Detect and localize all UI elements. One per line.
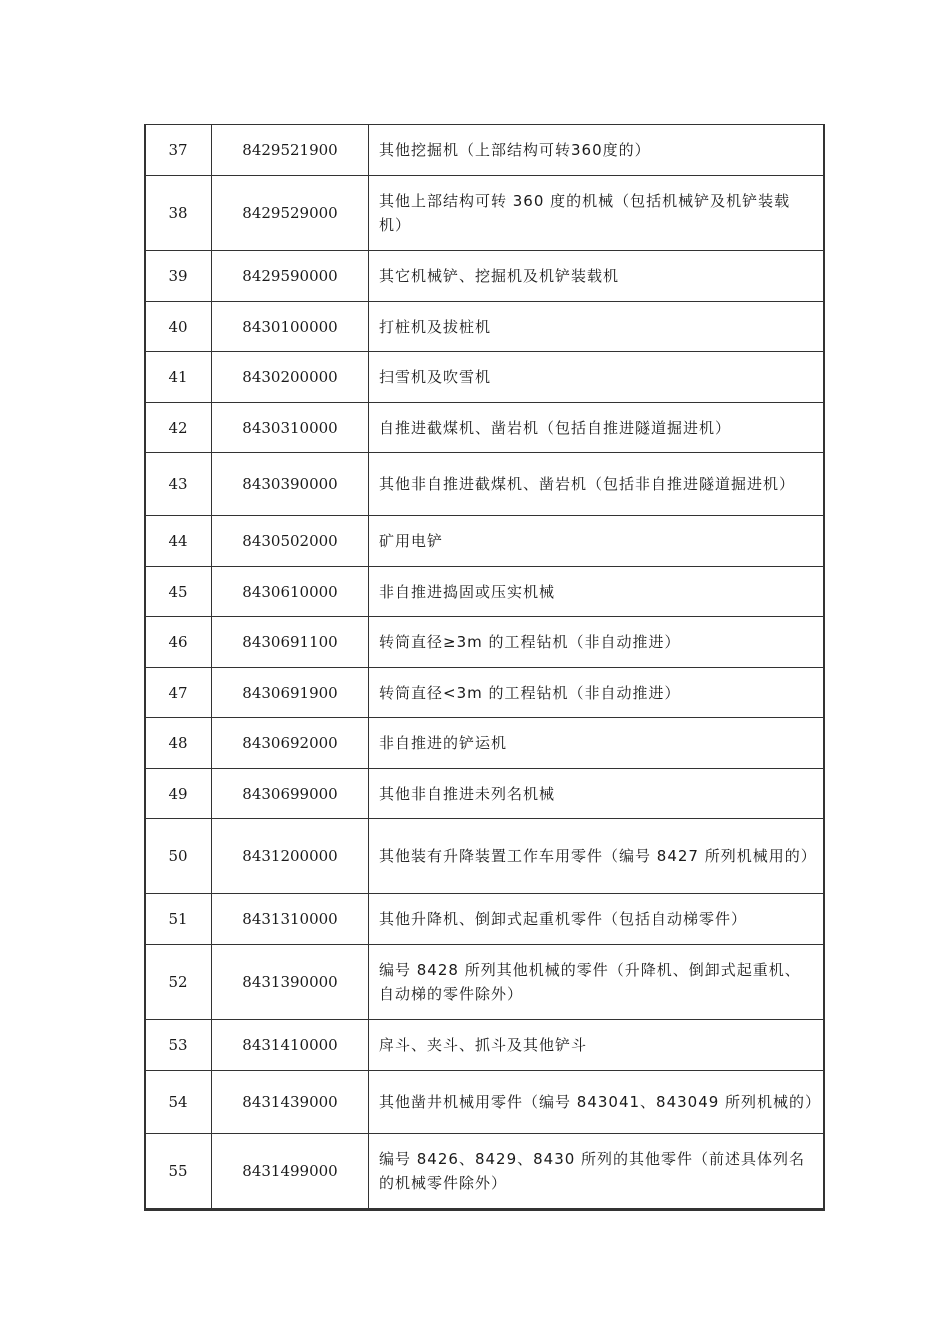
table-row (145, 251, 825, 302)
item-description: 转筒直径≥3m 的工程钻机（非自动推进） (369, 617, 825, 668)
row-number: 54 (145, 1071, 212, 1134)
row-number: 53 (145, 1020, 212, 1071)
item-description: 其他非自推进未列名机械 (369, 769, 825, 819)
table-row (145, 453, 825, 516)
table-row (145, 617, 825, 668)
hs-code: 8431410000 (212, 1020, 369, 1071)
item-description: 非自推进捣固或压实机械 (369, 567, 825, 617)
table-row (145, 403, 825, 453)
item-description: 非自推进的铲运机 (369, 718, 825, 769)
table-row (145, 302, 825, 352)
hs-code: 8430699000 (212, 769, 369, 819)
hs-code: 8430692000 (212, 718, 369, 769)
row-number: 40 (145, 302, 212, 352)
row-number: 50 (145, 819, 212, 894)
table-row (145, 819, 825, 894)
table-bottom-border (144, 1209, 825, 1211)
hs-code: 8430691100 (212, 617, 369, 668)
table-row (145, 352, 825, 403)
row-number: 48 (145, 718, 212, 769)
item-description: 其他非自推进截煤机、凿岩机（包括非自推进隧道掘进机） (369, 453, 825, 516)
row-number: 55 (145, 1134, 212, 1209)
item-description: 矿用电铲 (369, 516, 825, 567)
hs-code: 8430310000 (212, 403, 369, 453)
hs-code: 8429590000 (212, 251, 369, 302)
row-number: 49 (145, 769, 212, 819)
table-row (145, 125, 825, 176)
hs-code: 8429521900 (212, 125, 369, 176)
row-number: 39 (145, 251, 212, 302)
tariff-table (144, 124, 825, 1209)
table-row (145, 668, 825, 718)
hs-code: 8430390000 (212, 453, 369, 516)
item-description: 打桩机及拔桩机 (369, 302, 825, 352)
item-description: 其他上部结构可转 360 度的机械（包括机械铲及机铲装载机） (369, 176, 825, 251)
hs-code: 8431390000 (212, 945, 369, 1020)
item-description: 编号 8428 所列其他机械的零件（升降机、倒卸式起重机、自动梯的零件除外） (369, 945, 825, 1020)
hs-code: 8431200000 (212, 819, 369, 894)
row-number: 37 (145, 125, 212, 176)
item-description: 其他升降机、倒卸式起重机零件（包括自动梯零件） (369, 894, 825, 945)
item-description: 其他装有升降装置工作车用零件（编号 8427 所列机械用的） (369, 819, 825, 894)
table-row (145, 945, 825, 1020)
table-row (145, 567, 825, 617)
row-number: 51 (145, 894, 212, 945)
hs-code: 8431499000 (212, 1134, 369, 1209)
hs-code: 8430200000 (212, 352, 369, 403)
table-row (145, 1071, 825, 1134)
row-number: 42 (145, 403, 212, 453)
table-row (145, 769, 825, 819)
row-number: 38 (145, 176, 212, 251)
table-row (145, 1134, 825, 1209)
item-description: 其他挖掘机（上部结构可转360度的） (369, 125, 825, 176)
hs-code: 8429529000 (212, 176, 369, 251)
item-description: 转筒直径<3m 的工程钻机（非自动推进） (369, 668, 825, 718)
table-row (145, 516, 825, 567)
table-row (145, 718, 825, 769)
item-description: 扫雪机及吹雪机 (369, 352, 825, 403)
row-number: 46 (145, 617, 212, 668)
row-number: 44 (145, 516, 212, 567)
table-right-border (823, 124, 825, 1211)
row-number: 52 (145, 945, 212, 1020)
row-number: 43 (145, 453, 212, 516)
hs-code: 8430610000 (212, 567, 369, 617)
table-row (145, 894, 825, 945)
table-left-border (144, 124, 146, 1211)
item-description: 自推进截煤机、凿岩机（包括自推进隧道掘进机） (369, 403, 825, 453)
hs-code: 8431310000 (212, 894, 369, 945)
item-description: 编号 8426、8429、8430 所列的其他零件（前述具体列名的机械零件除外） (369, 1134, 825, 1209)
table-row (145, 1020, 825, 1071)
row-number: 41 (145, 352, 212, 403)
hs-code: 8430100000 (212, 302, 369, 352)
hs-code: 8430691900 (212, 668, 369, 718)
item-description: 戽斗、夹斗、抓斗及其他铲斗 (369, 1020, 825, 1071)
row-number: 45 (145, 567, 212, 617)
item-description: 其他凿井机械用零件（编号 843041、843049 所列机械的） (369, 1071, 825, 1134)
hs-code: 8430502000 (212, 516, 369, 567)
row-number: 47 (145, 668, 212, 718)
hs-code: 8431439000 (212, 1071, 369, 1134)
item-description: 其它机械铲、挖掘机及机铲装载机 (369, 251, 825, 302)
table-row (145, 176, 825, 251)
